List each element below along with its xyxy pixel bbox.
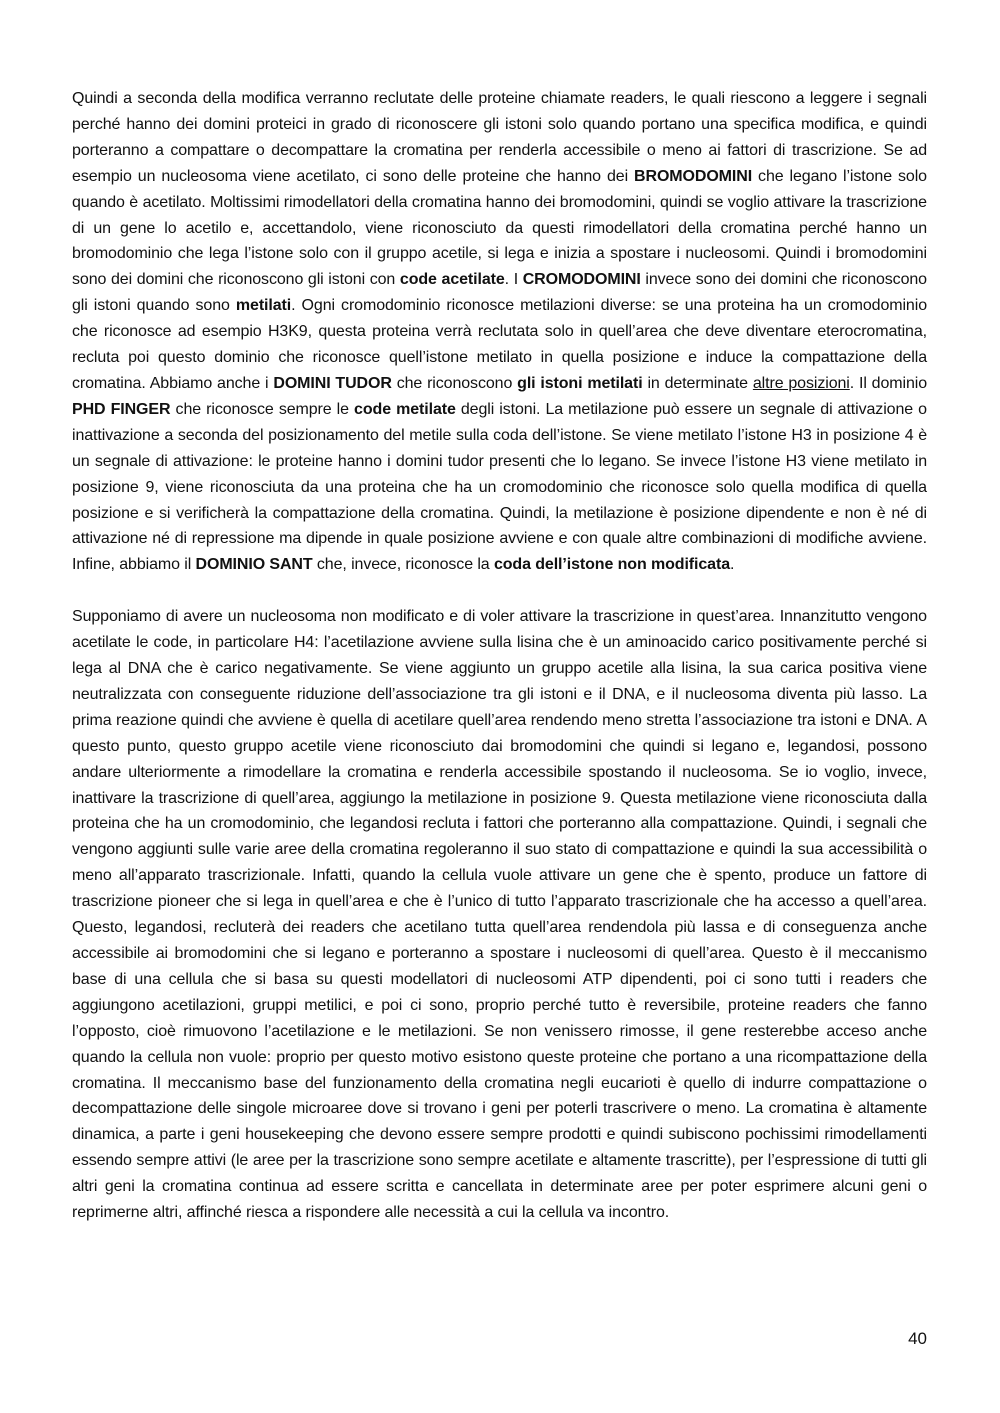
bold-term-dominio-sant: DOMINIO SANT <box>195 556 313 574</box>
bold-term-domini-tudor: DOMINI TUDOR <box>273 374 392 392</box>
bold-term-coda-non-modificata: coda dell’istone non modificata <box>493 556 730 574</box>
text-run: . <box>730 556 735 574</box>
text-run: Supponiamo di avere un nucleosoma non modificato e di voler attivare la trascrizione in quest’area. Innanzitutto vengono acetilate le code, in particolare H4: l’acetilazione avviene sulla lisina che è un aminoacido carico positivamente perché si lega al DNA che è carico negativamente. Se viene aggiunto un gruppo acetile alla lisina, la sua carica positiva viene neutralizzata con conseguente riduzione dell’associazione tra gli istoni e il DNA, e il nucleosoma diventa più lasso. La prima reazione quindi che avviene è quella di acetilare quell’area rendendo meno stretta l’associazione tra istoni e DNA. A questo punto, questo gruppo acetile viene riconosciuto dai bromodomini che quindi si legano e, legandosi, possono andare ulteriormente a rimodellare la cromatina e renderla accessibile spostando il nucleosoma. Se io voglio, invece, inattivare la trascrizione di quell’area, aggiungo la metilazione in posizione 9. Questa metilazione viene riconosciuta dalla proteina che ha un cromodominio, che legandosi recluta i fattori che porteranno alla compattazione. Quindi, i segnali che vengono aggiunti sulle varie aree della cromatina regoleranno il suo stato di compattazione e quindi la sua accessibilità o meno all’apparato trascrizionale. Infatti, quando la cellula vuole attivare un gene che è spento, produce un fattore di trascrizione pioneer che si lega in quell’area e che è l’unico di tutto l’apparato trascrizionale che ha accesso a quell’area. Questo, legandosi, recluterà dei readers che acetilano tutta quell’area rendendola più lassa e di conseguenza anche accessibile ai bromodomini che si legano e porteranno a spostare i nucleosomi di quell’area. Questo è il meccanismo base di una cellula che si basa su questi modellatori di nucleosomi ATP dipendenti, poi ci sono tutti i readers che aggiungono acetilazioni, gruppi metilici, e poi ci sono, proprio perché tutto è reversibile, proteine readers che fanno l’opposto, cioè rimuovono l’acetilazione e le metilazioni. Se non venissero rimosse, il gene resterebbe acceso anche quando la cellula non vuole: proprio per questo motivo esistono queste proteine che portano a una ricompattazione della cromatina. Il meccanismo base del funzionamento della cromatina negli eucarioti è quello di indurre compattazione o decompattazione delle singole microaree dove si trovano i geni per poterli trascrivere o meno. La cromatina è altamente dinamica, a parte i geni housekeeping che devono essere sempre prodotti e quindi subiscono pochissimi rimodellamenti essendo sempre attivi (le aree per la trascrizione sono sempre acetilate e altamente trascritte), per l’espressione di tutti gli altri geni la cromatina continua ad essere scritta e cancellata in determinate aree per poter esprimere alcuni geni o reprimerne altri, affinché riesca a rispondere alle necessità a cui la cellula va incontro. <box>72 608 927 1222</box>
text-run: degli istoni. La metilazione può essere un segnale di attivazione o inattivazione a seconda del posizionamento del metile sulla coda dell’istone. Se viene metilato l’istone H3 in posizione 4 è un segnale di attivazione: le proteine hanno i domini tudor presenti che lo legano. Se invece l’istone H3 viene metilato in posizione 9, viene riconosciuta da una proteina che ha un cromodominio che riconosce solo quella modifica di quella posizione e si verificherà la compattazione della cromatina. Quindi, la metilazione è posizione dipendente e non è né di attivazione né di repressione ma dipende in quale posizione avviene e con quale altre combinazioni di modifiche avviene. Infine, abbiamo il <box>72 400 927 574</box>
text-run: che riconosce sempre le <box>170 400 355 418</box>
text-run: Quindi a seconda della modifica verranno reclutate delle proteine chiamate readers, le quali riescono a leggere i segnali perché hanno dei domini proteici in grado di riconoscere gli istoni solo quando portano una specifica modifica, e quindi porteranno a compattare o decompattare la cromatina per renderla accessibile o meno ai fattori di trascrizione. Se ad esempio un nucleosoma viene acetilato, ci sono delle proteine che hanno dei <box>72 90 927 185</box>
underlined-term-altre-posizioni: altre posizioni <box>752 374 850 392</box>
paragraph-2 <box>72 604 927 1226</box>
document-page <box>72 86 927 1226</box>
text-run: . Il dominio <box>849 374 927 392</box>
text-run: in determinate <box>642 374 753 392</box>
text-run: invece sono dei domini che riconoscono gli istoni quando sono <box>72 271 927 315</box>
bold-term-metilati: metilati <box>235 297 292 315</box>
text-run: che, invece, riconosce la <box>312 556 494 574</box>
bold-term-istoni-metilati: gli istoni metilati <box>517 374 643 392</box>
page-number: 40 <box>908 1329 927 1348</box>
text-run: . Ogni cromodominio riconosce metilazioni diverse: se una proteina ha un cromodominio che riconosce ad esempio H3K9, questa proteina verrà reclutata solo in quell’area che deve diventare eterocromatina, recluta poi questo dominio che riconosce quell’istone metilato in quella posizione e induce la compattazione della cromatina. Abbiamo anche i <box>72 297 927 392</box>
bold-term-phd-finger: PHD FINGER <box>72 400 171 418</box>
bold-term-code-metilate: code metilate <box>354 400 456 418</box>
bold-term-cromodomini: CROMODOMINI <box>522 271 641 289</box>
text-run: che legano l’istone solo quando è acetilato. Moltissimi rimodellatori della cromatina hanno dei bromodomini, quindi se voglio attivare la trascrizione di un gene lo acetilo e, accettandolo, viene riconosciuto da questi rimodellatori della cromatina perché hanno un bromodominio che lega l’istone solo con il gruppo acetile, si lega e inizia a spostare i nucleosomi. Quindi i bromodomini sono dei domini che riconoscono gli istoni con <box>72 167 927 289</box>
text-run: che riconoscono <box>391 374 518 392</box>
paragraph-1 <box>72 86 927 578</box>
bold-term-code-acetilate: code acetilate <box>399 271 505 289</box>
bold-term-bromodomini: BROMODOMINI <box>634 167 753 185</box>
text-run: . I <box>504 271 523 289</box>
